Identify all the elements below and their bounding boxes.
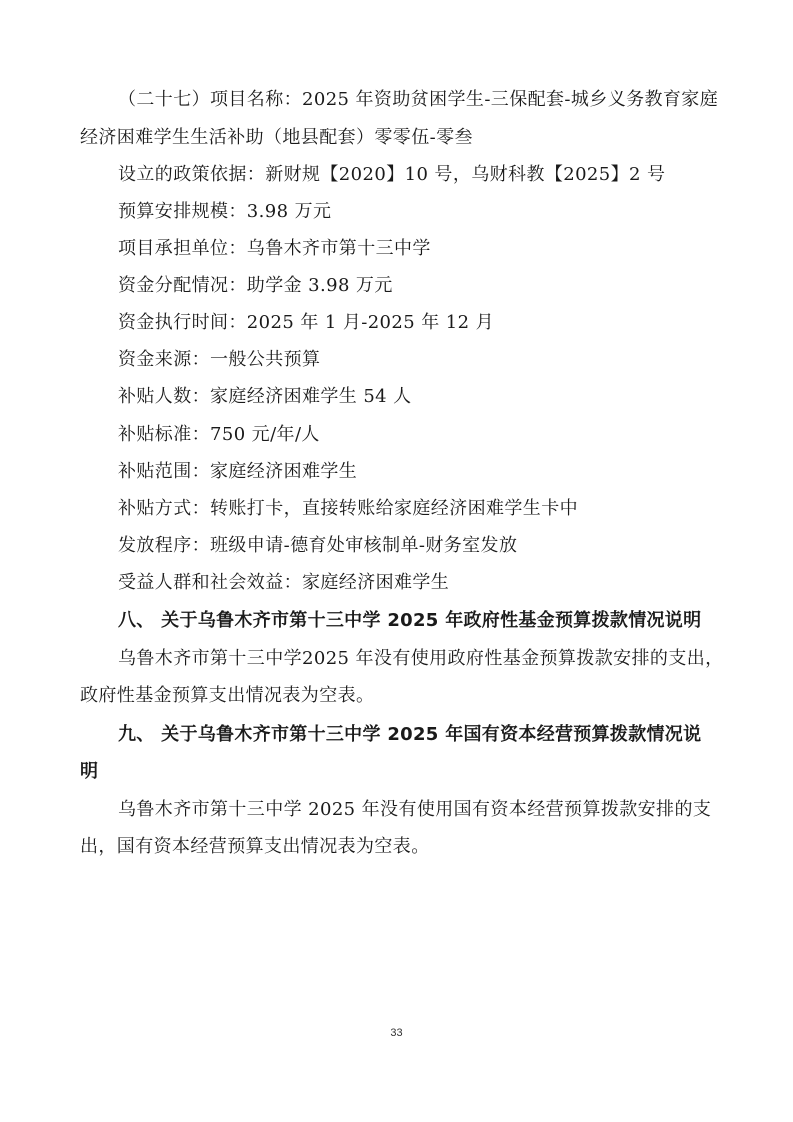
item27-subsidy-count: 补贴人数：家庭经济困难学生 54 人: [118, 386, 412, 407]
section9-paragraph-line2: 出，国有资本经营预算支出情况表为空表。: [80, 836, 430, 857]
item27-subsidy-method: 补贴方式：转账打卡，直接转账给家庭经济困难学生卡中: [118, 498, 578, 519]
section8-paragraph-line2: 政府性基金预算支出情况表为空表。: [80, 685, 375, 706]
item27-execution-time: 资金执行时间：2025 年 1 月-2025 年 12 月: [118, 312, 494, 333]
item27-subsidy-scope: 补贴范围：家庭经济困难学生: [118, 461, 358, 482]
item27-issuance-procedure: 发放程序：班级申请-德育处审核制单-财务室发放: [118, 535, 518, 556]
item27-beneficiaries: 受益人群和社会效益：家庭经济困难学生: [118, 572, 450, 593]
item27-title-line2: 经济困难学生生活补助（地县配套）零零伍-零叁: [80, 127, 473, 148]
item27-subsidy-standard: 补贴标准：750 元/年/人: [118, 424, 320, 445]
item27-undertaking-unit: 项目承担单位：乌鲁木齐市第十三中学: [118, 238, 431, 259]
item27-fund-source: 资金来源：一般公共预算: [118, 349, 321, 370]
section9-heading-line2: 明: [80, 761, 99, 782]
section8-paragraph-line1: 乌鲁木齐市第十三中学2025 年没有使用政府性基金预算拨款安排的支出，: [118, 648, 724, 669]
item27-budget-scale: 预算安排规模：3.98 万元: [118, 201, 332, 222]
item27-policy-basis: 设立的政策依据：新财规【2020】10 号，乌财科教【2025】2 号: [118, 164, 666, 185]
item27-fund-allocation: 资金分配情况：助学金 3.98 万元: [118, 275, 393, 296]
section9-paragraph-line1: 乌鲁木齐市第十三中学 2025 年没有使用国有资本经营预算拨款安排的支: [118, 799, 712, 820]
item27-title-line1: （二十七）项目名称：2025 年资助贫困学生-三保配套-城乡义务教育家庭: [118, 89, 719, 110]
section8-heading: 八、 关于乌鲁木齐市第十三中学 2025 年政府性基金预算拨款情况说明: [118, 610, 702, 631]
page-number: 33: [390, 1027, 403, 1039]
section9-heading-line1: 九、 关于乌鲁木齐市第十三中学 2025 年国有资本经营预算拨款情况说: [118, 724, 702, 745]
